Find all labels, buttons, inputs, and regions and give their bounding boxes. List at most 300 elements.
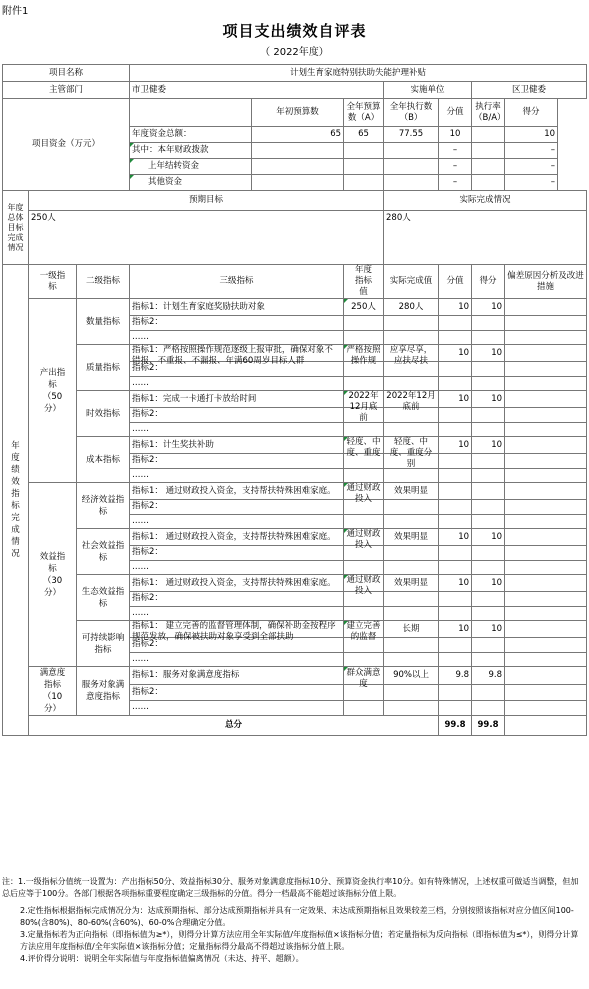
actual-value xyxy=(384,468,439,483)
score: 10 xyxy=(472,621,505,638)
deviation-note xyxy=(505,330,587,345)
score-value xyxy=(439,408,472,423)
score-value xyxy=(439,700,472,715)
deviation-note xyxy=(505,500,587,515)
deviation-note xyxy=(505,652,587,667)
actual-value-text: 长期 xyxy=(402,623,420,634)
level3-indicator xyxy=(130,408,344,423)
level3-indicator xyxy=(130,652,344,667)
actual-value xyxy=(384,638,439,653)
actual-value xyxy=(384,299,439,316)
total-row xyxy=(3,716,587,736)
actual-value-text: 效果明显 xyxy=(394,531,429,542)
level3-indicator xyxy=(130,376,344,391)
level3-indicator xyxy=(130,529,344,546)
score-value xyxy=(439,652,472,667)
level2-indicator xyxy=(77,483,130,529)
deviation-note xyxy=(505,546,587,561)
deviation-note xyxy=(505,376,587,391)
score xyxy=(472,330,505,345)
funds-score: – xyxy=(505,143,558,159)
actual-value-text: 90%以上 xyxy=(393,670,429,681)
funds-initial xyxy=(252,175,344,191)
expected-goal-label: 预期目标 xyxy=(29,191,384,211)
level3-indicator-text: 指标2： xyxy=(132,317,163,328)
level3-indicator-text: 指标1：计划生育家庭奖励扶助对象 xyxy=(132,301,265,312)
score xyxy=(472,638,505,653)
funds-header-executed: 全年执行数（B） xyxy=(384,99,439,127)
total-deviation xyxy=(505,716,587,736)
score-value xyxy=(439,330,472,345)
table-row xyxy=(3,667,587,685)
level2-indicator-text: 服务对象满意度指标 xyxy=(81,680,125,702)
level3-indicator-text: 指标1： 通过财政投入资金，支持帮扶特殊困难家庭。 xyxy=(132,531,336,542)
overall-label xyxy=(3,191,29,265)
actual-value xyxy=(384,345,439,366)
deviation-note xyxy=(505,468,587,483)
funds-rate xyxy=(472,127,505,143)
table-row xyxy=(3,211,587,265)
score xyxy=(472,468,505,483)
level3-indicator xyxy=(130,330,344,345)
score xyxy=(472,514,505,529)
perf-header-level2: 二级指标 xyxy=(77,265,130,299)
score xyxy=(472,483,505,500)
score-value xyxy=(439,606,472,621)
score-value xyxy=(439,483,472,500)
actual-value xyxy=(384,330,439,345)
table-row xyxy=(3,65,587,82)
deviation-note xyxy=(505,514,587,529)
score xyxy=(472,408,505,423)
funds-label-text: 项目资金（万元） xyxy=(32,139,101,149)
target-value-text: 250人 xyxy=(351,301,376,312)
funds-annual: 65 xyxy=(344,127,384,143)
target-value-text: 通过财政投入 xyxy=(346,483,381,504)
level2-indicator-text: 数量指标 xyxy=(86,316,121,327)
actual-value-text: 轻度、中度、重度分别 xyxy=(389,437,433,469)
level3-indicator xyxy=(130,592,344,607)
score: 10 xyxy=(472,529,505,546)
actual-value xyxy=(384,422,439,437)
deviation-note xyxy=(505,529,587,546)
score-value: 10 xyxy=(439,391,472,408)
evaluation-table xyxy=(2,64,587,736)
deviation-note xyxy=(505,700,587,715)
target-value xyxy=(344,606,384,621)
perf-header-level3: 三级指标 xyxy=(130,265,344,299)
target-value xyxy=(344,299,384,316)
score-value: 10 xyxy=(439,299,472,316)
deviation-note xyxy=(505,621,587,638)
level3-indicator-text: …… xyxy=(132,423,150,434)
page-title: 项目支出绩效自评表 xyxy=(222,22,367,40)
deviation-note xyxy=(505,560,587,575)
deviation-note xyxy=(505,299,587,316)
score: 10 xyxy=(472,299,505,316)
target-value xyxy=(344,529,384,550)
deviation-note xyxy=(505,391,587,408)
note-3: 3.定量指标若为正向指标（即指标值为≥*），则得分计算方法应用全年实际值/年度指标值×该指标分值；若定量指标为反向指标（即指标值为≤*），则得分计算方法应用年度指标值/全年实际值×该指标分值；定量指标得分最高不得超过该指标分值上限。 xyxy=(20,930,579,951)
score xyxy=(472,546,505,561)
level1-indicator xyxy=(29,299,77,483)
actual-value xyxy=(384,316,439,331)
score: 10 xyxy=(472,575,505,592)
level3-indicator xyxy=(130,345,344,366)
total-label: 总分 xyxy=(29,716,439,736)
target-value xyxy=(344,621,384,642)
table-row xyxy=(3,575,587,592)
level2-indicator-text: 社会效益指标 xyxy=(81,540,125,563)
funds-header-rate: 执行率（B/A） xyxy=(472,99,505,127)
funds-score-value: – xyxy=(439,143,472,159)
table-row xyxy=(3,299,587,316)
level3-indicator xyxy=(130,454,344,469)
level3-indicator-text: 指标2： xyxy=(132,686,163,697)
score-value xyxy=(439,638,472,653)
funds-label xyxy=(3,99,130,191)
level3-indicator xyxy=(130,299,344,316)
level2-indicator xyxy=(77,667,130,716)
actual-value xyxy=(384,560,439,575)
score-value: 10 xyxy=(439,437,472,454)
note-2: 2.定性指标根据指标完成情况分为：达成预期指标、部分达成预期指标并具有一定效果、未达成预期指标且效果较差三档，分别按照该指标对应分值区间100-80%(含80%)、80-60%(含60%)、60-0%合理确定分值。 xyxy=(20,906,574,927)
table-row xyxy=(3,621,587,638)
level2-indicator-text: 质量指标 xyxy=(86,362,121,373)
level2-indicator-text: 可持续影响指标 xyxy=(81,632,125,655)
level3-indicator-text: 指标2： xyxy=(132,455,163,466)
score xyxy=(472,316,505,331)
note-4: 4.评价得分说明：说明全年实际值与年度指标值偏离情况（未达、持平、超额）。 xyxy=(20,954,304,963)
level3-indicator xyxy=(130,422,344,437)
target-value-text: 2022年12月底前 xyxy=(348,391,379,423)
score-value xyxy=(439,592,472,607)
level1-indicator-text: 产出指标（50分） xyxy=(39,367,66,414)
funds-annual xyxy=(344,143,384,159)
score xyxy=(472,500,505,515)
target-value xyxy=(344,376,384,391)
actual-value-text: 2022年12月底前 xyxy=(386,391,436,412)
actual-completion-label: 实际完成情况 xyxy=(384,191,587,211)
actual-value xyxy=(384,546,439,561)
table-row xyxy=(3,437,587,454)
actual-value xyxy=(384,652,439,667)
level3-indicator-text: 指标1：严格按照操作规范逐级上报审批，确保对象不错报、不重报、不漏报、年满60周岁目标人群 xyxy=(132,345,333,366)
target-value xyxy=(344,345,384,366)
score-value: 9.8 xyxy=(439,667,472,685)
score: 10 xyxy=(472,437,505,454)
perf-label-text: 年度绩效指标完成情况 xyxy=(11,441,20,559)
funds-score: – xyxy=(505,175,558,191)
score-value xyxy=(439,422,472,437)
level2-indicator xyxy=(77,391,130,437)
table-row xyxy=(3,391,587,408)
level3-indicator-text: 指标2： xyxy=(132,501,163,512)
level3-indicator-text: 指标1： 通过财政投入资金，支持帮扶特殊困难家庭。 xyxy=(132,485,336,496)
score xyxy=(472,376,505,391)
score xyxy=(472,454,505,469)
actual-value xyxy=(384,606,439,621)
funds-initial xyxy=(252,143,344,159)
funds-executed: 77.55 xyxy=(384,127,439,143)
table-row xyxy=(3,99,587,127)
funds-row-label: 上年结转资金 xyxy=(130,159,252,175)
impl-value: 区卫健委 xyxy=(472,82,587,99)
level3-indicator-text: …… xyxy=(132,469,150,480)
score xyxy=(472,606,505,621)
funds-score-value: 10 xyxy=(439,127,472,143)
level3-indicator-text: …… xyxy=(132,702,150,713)
target-value xyxy=(344,560,384,575)
funds-header-score: 得分 xyxy=(505,99,558,127)
level3-indicator-text: 指标1：服务对象满意度指标 xyxy=(132,670,240,681)
level3-indicator xyxy=(130,546,344,561)
actual-value xyxy=(384,575,439,592)
perf-header-level1: 一级指标 xyxy=(29,265,77,299)
actual-value xyxy=(384,500,439,515)
score-value xyxy=(439,546,472,561)
score: 10 xyxy=(472,345,505,362)
dept-value: 市卫健委 xyxy=(130,82,384,99)
level3-indicator-text: …… xyxy=(132,377,150,388)
level3-indicator-text: …… xyxy=(132,607,150,618)
score xyxy=(472,560,505,575)
funds-score: 10 xyxy=(505,127,558,143)
target-value xyxy=(344,652,384,667)
level3-indicator-text: 指标1：完成一卡通打卡放给时间 xyxy=(132,393,257,404)
funds-score-value: – xyxy=(439,159,472,175)
project-name-label: 项目名称 xyxy=(3,65,130,82)
deviation-note xyxy=(505,362,587,377)
score xyxy=(472,422,505,437)
table-row xyxy=(3,529,587,546)
funds-executed xyxy=(384,159,439,175)
target-value-text: 通过财政投入 xyxy=(346,575,381,596)
actual-value xyxy=(384,592,439,607)
deviation-note xyxy=(505,454,587,469)
score-value xyxy=(439,514,472,529)
deviation-note xyxy=(505,483,587,500)
score-value: 10 xyxy=(439,575,472,592)
attachment-label: 附件1 xyxy=(2,6,29,17)
score: 9.8 xyxy=(472,667,505,685)
level2-indicator-text: 经济效益指标 xyxy=(81,494,125,517)
dept-label: 主管部门 xyxy=(3,82,130,99)
funds-annual xyxy=(344,175,384,191)
funds-header-blank xyxy=(130,99,252,127)
score-value xyxy=(439,376,472,391)
level3-indicator xyxy=(130,483,344,500)
target-value-text: 通过财政投入 xyxy=(346,529,381,550)
target-value-text: 轻度、中度、重度 xyxy=(346,437,381,458)
actual-value xyxy=(384,514,439,529)
score-value xyxy=(439,500,472,515)
perf-header-score-value: 分值 xyxy=(439,265,472,299)
funds-executed xyxy=(384,143,439,159)
level2-indicator xyxy=(77,437,130,483)
table-row xyxy=(3,345,587,362)
deviation-note xyxy=(505,437,587,454)
total-score-value: 99.8 xyxy=(439,716,472,736)
score-value xyxy=(439,560,472,575)
funds-header-annual: 全年预算数（A） xyxy=(344,99,384,127)
actual-value xyxy=(384,376,439,391)
level3-indicator xyxy=(130,685,344,700)
funds-score-value: – xyxy=(439,175,472,191)
level2-indicator-text: 成本指标 xyxy=(86,454,121,465)
score-value xyxy=(439,362,472,377)
level3-indicator-text: 指标2： xyxy=(132,409,163,420)
total-score: 99.8 xyxy=(472,716,505,736)
funds-rate xyxy=(472,143,505,159)
actual-value-text: 280人 xyxy=(398,301,424,312)
impl-label: 实施单位 xyxy=(384,82,472,99)
score-value: 10 xyxy=(439,345,472,362)
funds-rate xyxy=(472,159,505,175)
level3-indicator-text: 指标1：计生奖扶补助 xyxy=(132,439,214,450)
deviation-note xyxy=(505,422,587,437)
level1-indicator xyxy=(29,667,77,716)
actual-value xyxy=(384,621,439,638)
level3-indicator xyxy=(130,468,344,483)
score: 10 xyxy=(472,391,505,408)
perf-header-deviation: 偏差原因分析及改进措施 xyxy=(505,265,587,299)
deviation-note xyxy=(505,638,587,653)
level1-indicator xyxy=(29,483,77,667)
level3-indicator xyxy=(130,575,344,592)
funds-executed xyxy=(384,175,439,191)
level3-indicator-text: …… xyxy=(132,515,150,526)
table-body xyxy=(3,65,587,736)
deviation-note xyxy=(505,575,587,592)
actual-value xyxy=(384,483,439,500)
table-row xyxy=(3,191,587,211)
table-row xyxy=(3,82,587,99)
level3-indicator xyxy=(130,667,344,685)
level2-indicator xyxy=(77,345,130,391)
actual-value xyxy=(384,700,439,715)
score-value xyxy=(439,685,472,700)
overall-label-text: 年度总体目标完成情况 xyxy=(7,202,24,252)
level3-indicator xyxy=(130,560,344,575)
deviation-note xyxy=(505,606,587,621)
perf-header-score: 得分 xyxy=(472,265,505,299)
funds-row-label: 其他资金 xyxy=(130,175,252,191)
funds-header-initial: 年初预算数 xyxy=(252,99,344,127)
actual-value xyxy=(384,667,439,685)
target-value xyxy=(344,700,384,715)
funds-row-label: 其中：本年财政拨款 xyxy=(130,143,252,159)
table-row xyxy=(3,265,587,299)
perf-label xyxy=(3,265,29,736)
level3-indicator-text: …… xyxy=(132,653,150,664)
level1-indicator-text: 满意度指标（10分） xyxy=(39,668,66,714)
target-value xyxy=(344,330,384,345)
level3-indicator xyxy=(130,621,344,642)
actual-value xyxy=(384,391,439,412)
target-value xyxy=(344,667,384,689)
target-value xyxy=(344,514,384,529)
target-value xyxy=(344,437,384,458)
level2-indicator-text: 时效指标 xyxy=(86,408,121,419)
deviation-note xyxy=(505,408,587,423)
level2-indicator-text: 生态效益指标 xyxy=(81,586,125,609)
target-value xyxy=(344,575,384,596)
note-1: 注：1.一级指标分值统一设置为：产出指标50分、效益指标30分、服务对象满意度指标10分、预算资金执行率10分。如有特殊情况，上述权重可做适当调整，但加总后应等于100分。各部门根据各项指标重要程度确定三级指标的分值。得分一档最高不能超过该指标分值上限。 xyxy=(2,877,579,898)
level2-indicator xyxy=(77,299,130,345)
score xyxy=(472,592,505,607)
target-value xyxy=(344,422,384,437)
funds-annual xyxy=(344,159,384,175)
level3-indicator xyxy=(130,514,344,529)
level1-indicator-text: 效益指标（30分） xyxy=(39,551,66,598)
score-value xyxy=(439,468,472,483)
level3-indicator-text: 指标1： 通过财政投入资金，支持帮扶特殊困难家庭。 xyxy=(132,577,336,588)
deviation-note xyxy=(505,592,587,607)
level2-indicator xyxy=(77,575,130,621)
target-value xyxy=(344,483,384,504)
level3-indicator-text: 指标2： xyxy=(132,363,163,374)
actual-value xyxy=(384,437,439,469)
funds-initial xyxy=(252,159,344,175)
table-row xyxy=(3,483,587,500)
actual-value-text: 应享尽享，应扶尽扶 xyxy=(389,345,433,366)
score xyxy=(472,685,505,700)
level3-indicator xyxy=(130,700,344,715)
level3-indicator-text: …… xyxy=(132,331,150,342)
year-label: （ 2022年度） xyxy=(260,47,329,58)
actual-value-text: 效果明显 xyxy=(394,485,429,496)
level2-indicator xyxy=(77,621,130,667)
level3-indicator-text: 指标2： xyxy=(132,547,163,558)
score-value: 10 xyxy=(439,529,472,546)
target-value xyxy=(344,391,384,423)
score-value xyxy=(439,316,472,331)
project-name: 计划生育家庭特别扶助失能护理补贴 xyxy=(130,65,587,82)
level3-indicator xyxy=(130,437,344,454)
funds-initial: 65 xyxy=(252,127,344,143)
score xyxy=(472,362,505,377)
level3-indicator-text: 指标2： xyxy=(132,639,163,650)
funds-header-score-value: 分值 xyxy=(439,99,472,127)
score-value xyxy=(439,454,472,469)
deviation-note xyxy=(505,345,587,362)
target-value xyxy=(344,468,384,483)
score xyxy=(472,652,505,667)
target-value-text: 严格按照操作规 xyxy=(346,345,381,366)
actual-value xyxy=(384,685,439,700)
level3-indicator-text: 指标1： 建立完善的监督管理体制，确保补助金按程序规范发放，确保被扶助对象享受到全部扶助 xyxy=(132,621,336,642)
level3-indicator-text: 指标2： xyxy=(132,593,163,604)
target-value-text: 群众满意度 xyxy=(346,667,381,689)
score-value: 10 xyxy=(439,621,472,638)
level3-indicator xyxy=(130,500,344,515)
funds-rate xyxy=(472,175,505,191)
level3-indicator xyxy=(130,606,344,621)
perf-header-actual: 实际完成值 xyxy=(384,265,439,299)
funds-score: – xyxy=(505,159,558,175)
funds-row-label: 年度资金总额： xyxy=(130,127,252,143)
target-value-text: 建立完善的监督 xyxy=(346,621,381,642)
deviation-note xyxy=(505,316,587,331)
actual-value-text: 效果明显 xyxy=(394,577,429,588)
score xyxy=(472,700,505,715)
deviation-note xyxy=(505,667,587,685)
actual-completion-value: 280人 xyxy=(384,211,587,265)
expected-goal-value: 250人 xyxy=(29,211,384,265)
level3-indicator-text: …… xyxy=(132,561,150,572)
perf-header-target: 年度指标值 xyxy=(344,265,384,299)
